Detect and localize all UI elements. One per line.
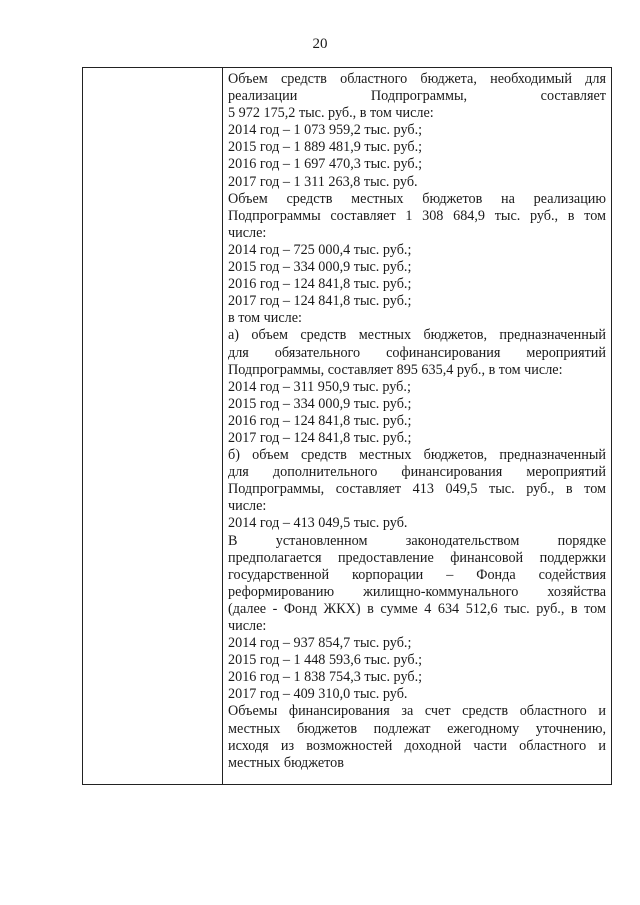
text-line: Подпрограммы, составляет 895 635,4 руб., в том числе: bbox=[228, 361, 563, 378]
text-line: б) объем средств местных бюджетов, предназначенный bbox=[228, 447, 606, 464]
text-line: (далее - Фонд ЖКХ) в сумме 4 634 512,6 тыс. руб., в том bbox=[228, 600, 606, 617]
text-line: местных бюджетов подлежат ежегодному уточнению, bbox=[228, 720, 606, 737]
text-line: числе: bbox=[228, 618, 267, 634]
text-line: Подпрограммы составляет 1 308 684,9 тыс. руб., в том bbox=[228, 207, 606, 224]
text-line: в том числе: bbox=[228, 310, 302, 327]
table-right-column bbox=[228, 71, 606, 772]
text-line: числе: bbox=[228, 224, 267, 241]
text-line: 2017 год – 409 310,0 тыс. руб. bbox=[228, 686, 408, 703]
text-line: исходя из возможностей доходной части областного и bbox=[228, 737, 606, 754]
text-line: реализации Подпрограммы, составляет bbox=[228, 88, 606, 105]
text-line: предполагается предоставление финансовой поддержки bbox=[228, 549, 606, 566]
text-line: Объемы финансирования за счет средств областного и bbox=[228, 703, 606, 720]
text-line: 2014 год – 1 073 959,2 тыс. руб.; bbox=[228, 122, 423, 139]
text-line: В установленном законодательством порядке bbox=[228, 532, 606, 549]
text-line: числе: bbox=[228, 498, 267, 515]
page-number: 20 bbox=[312, 36, 328, 52]
text-line: 2014 год – 937 854,7 тыс. руб.; bbox=[228, 635, 412, 652]
text-line: для обязательного софинансирования мероприятий bbox=[228, 344, 606, 361]
text-line: 2015 год – 334 000,9 тыс. руб.; bbox=[228, 395, 412, 412]
text-line: 2017 год – 124 841,8 тыс. руб.; bbox=[228, 429, 412, 446]
text-line: 2016 год – 1 838 754,3 тыс. руб.; bbox=[228, 669, 423, 686]
text-line: 2015 год – 1 889 481,9 тыс. руб.; bbox=[228, 139, 423, 156]
text-line: 2014 год – 311 950,9 тыс. руб.; bbox=[228, 378, 411, 395]
text-line: 2014 год – 725 000,4 тыс. руб.; bbox=[228, 241, 412, 258]
text-line: государственной корпорации – Фонда содействия bbox=[228, 566, 606, 583]
text-line: 2015 год – 334 000,9 тыс. руб.; bbox=[228, 259, 412, 276]
text-line: 2015 год – 1 448 593,6 тыс. руб.; bbox=[228, 652, 423, 669]
text-line: а) объем средств местных бюджетов, предназначенный bbox=[228, 327, 606, 344]
text-line: 2016 год – 124 841,8 тыс. руб.; bbox=[228, 276, 412, 293]
text-line: 2016 год – 124 841,8 тыс. руб.; bbox=[228, 412, 412, 429]
text-line: реформированию жилищно-коммунального хозяйства bbox=[228, 583, 606, 600]
text-line: Объем средств областного бюджета, необходимый для bbox=[228, 71, 606, 87]
text-line: Подпрограммы, составляет 413 049,5 тыс. руб., в том bbox=[228, 481, 606, 498]
text-line: Объем средств местных бюджетов на реализацию bbox=[228, 190, 606, 207]
text-line: 5 972 175,2 тыс. руб., в том числе: bbox=[228, 105, 434, 122]
text-line: 2016 год – 1 697 470,3 тыс. руб.; bbox=[228, 156, 423, 173]
text-line: местных бюджетов bbox=[228, 754, 344, 771]
table-left-column bbox=[83, 68, 223, 784]
text-line: 2014 год – 413 049,5 тыс. руб. bbox=[228, 515, 408, 532]
text-line: 2017 год – 1 311 263,8 тыс. руб. bbox=[228, 173, 418, 190]
financing-table bbox=[82, 67, 612, 785]
text-line: 2017 год – 124 841,8 тыс. руб.; bbox=[228, 293, 412, 310]
text-line: для дополнительного финансирования мероприятий bbox=[228, 464, 606, 481]
